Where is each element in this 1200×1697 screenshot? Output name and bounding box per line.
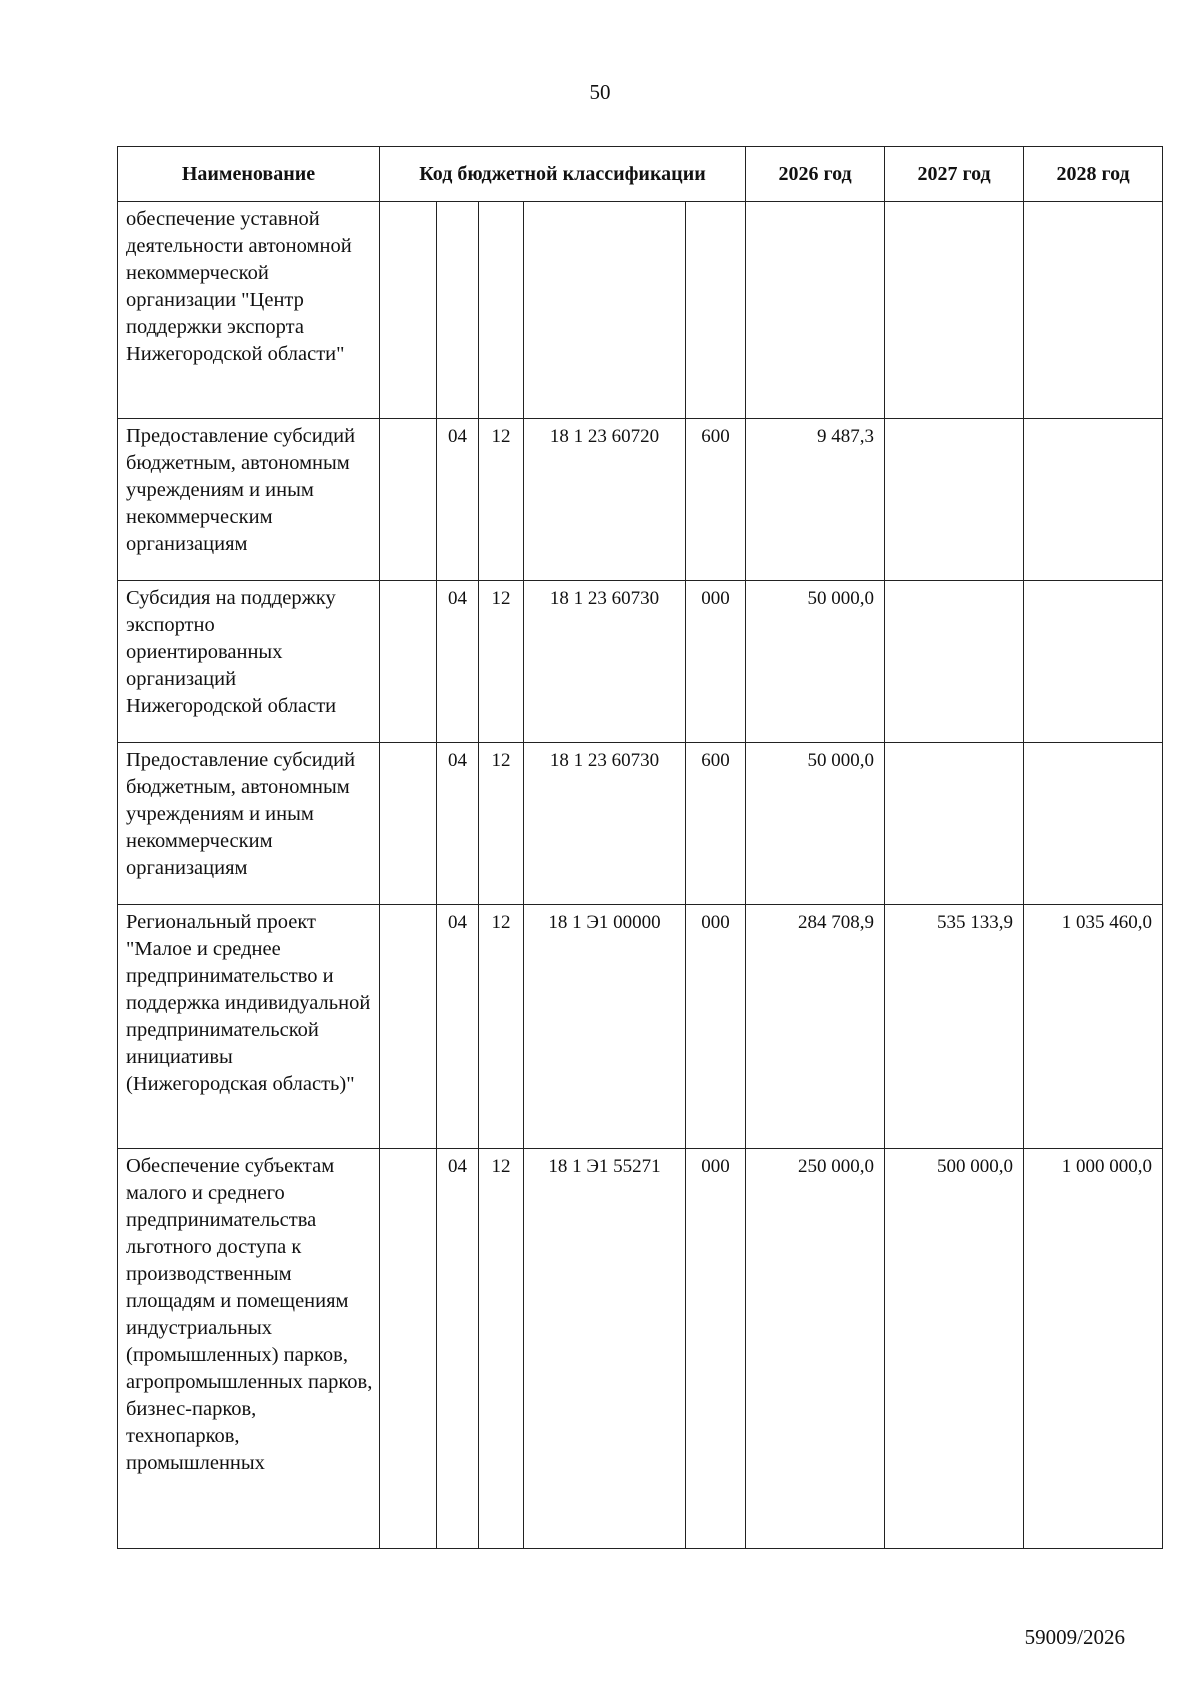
value-2026: 50 000,0: [746, 581, 885, 743]
code-target-article: 18 1 Э1 55271: [524, 1149, 686, 1549]
value-2027: [885, 419, 1024, 581]
code-subsection: 12: [479, 1149, 524, 1549]
code-section: [437, 202, 479, 419]
header-2027: 2027 год: [885, 147, 1024, 202]
code-section: 04: [437, 581, 479, 743]
code-expense-type: [686, 202, 746, 419]
code-subsection: 12: [479, 905, 524, 1149]
value-2028: [1024, 419, 1163, 581]
code-section: 04: [437, 743, 479, 905]
value-2028: 1 035 460,0: [1024, 905, 1163, 1149]
document-number: 59009/2026: [1024, 1625, 1125, 1649]
code-subsection: 12: [479, 419, 524, 581]
row-name: Субсидия на поддержку экспортно ориентированных организаций Нижегородской области: [118, 581, 380, 743]
header-row: [118, 147, 1163, 202]
value-2028: [1024, 743, 1163, 905]
row-name: обеспечение уставной деятельности автономной некоммерческой организации "Центр поддержки экспорта Нижегородской области": [118, 202, 380, 419]
value-2028: [1024, 202, 1163, 419]
value-2027: 500 000,0: [885, 1149, 1024, 1549]
code-subsection: 12: [479, 581, 524, 743]
value-2026: 9 487,3: [746, 419, 885, 581]
table-row: [118, 581, 1163, 743]
table-row: [118, 202, 1163, 419]
code-subsection: [479, 202, 524, 419]
value-2026: [746, 202, 885, 419]
code-expense-type: 000: [686, 1149, 746, 1549]
row-name: Региональный проект "Малое и среднее предпринимательство и поддержка индивидуальной предпринимательской инициативы (Нижегородская область)": [118, 905, 380, 1149]
code-section: 04: [437, 905, 479, 1149]
code-part-0: [380, 581, 437, 743]
table-row: [118, 419, 1163, 581]
code-target-article: 18 1 23 60730: [524, 743, 686, 905]
table-row: [118, 743, 1163, 905]
code-part-0: [380, 743, 437, 905]
code-target-article: 18 1 Э1 00000: [524, 905, 686, 1149]
header-name: Наименование: [118, 147, 380, 202]
code-expense-type: 000: [686, 581, 746, 743]
value-2026: 250 000,0: [746, 1149, 885, 1549]
value-2027: 535 133,9: [885, 905, 1024, 1149]
code-part-0: [380, 202, 437, 419]
row-name: Предоставление субсидий бюджетным, автономным учреждениям и иным некоммерческим организациям: [118, 419, 380, 581]
code-expense-type: 600: [686, 743, 746, 905]
row-name: Предоставление субсидий бюджетным, автономным учреждениям и иным некоммерческим организациям: [118, 743, 380, 905]
code-section: 04: [437, 419, 479, 581]
value-2026: 284 708,9: [746, 905, 885, 1149]
code-subsection: 12: [479, 743, 524, 905]
header-2026: 2026 год: [746, 147, 885, 202]
value-2027: [885, 581, 1024, 743]
header-2028: 2028 год: [1024, 147, 1163, 202]
header-code: Код бюджетной классификации: [380, 147, 746, 202]
code-target-article: 18 1 23 60720: [524, 419, 686, 581]
code-expense-type: 000: [686, 905, 746, 1149]
code-section: 04: [437, 1149, 479, 1549]
value-2028: [1024, 581, 1163, 743]
value-2027: [885, 202, 1024, 419]
value-2026: 50 000,0: [746, 743, 885, 905]
code-target-article: 18 1 23 60730: [524, 581, 686, 743]
budget-table: [117, 146, 1163, 1549]
code-expense-type: 600: [686, 419, 746, 581]
value-2027: [885, 743, 1024, 905]
table-row: [118, 1149, 1163, 1549]
table-row: [118, 905, 1163, 1149]
value-2028: 1 000 000,0: [1024, 1149, 1163, 1549]
code-part-0: [380, 1149, 437, 1549]
code-part-0: [380, 905, 437, 1149]
page-number: 50: [589, 80, 611, 104]
code-part-0: [380, 419, 437, 581]
row-name: Обеспечение субъектам малого и среднего предпринимательства льготного доступа к производственным площадям и помещениям индустриальных (промышленных) парков, агропромышленных парков, бизнес-парков, технопарков, промышленных: [118, 1149, 380, 1549]
code-target-article: [524, 202, 686, 419]
